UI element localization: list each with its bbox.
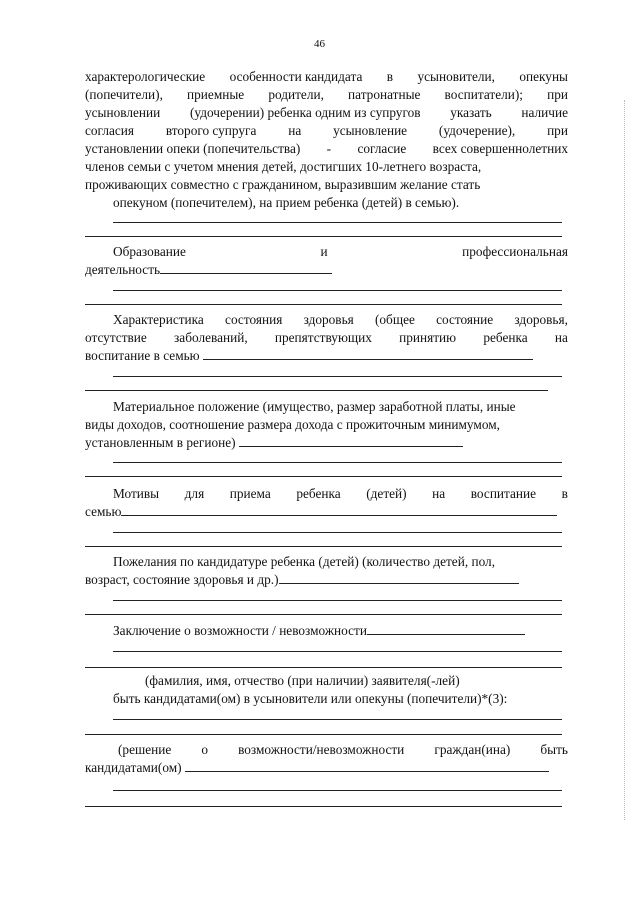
word: (общее <box>374 312 415 327</box>
fill-line[interactable] <box>113 719 562 720</box>
fill-line-inline[interactable] <box>121 503 557 516</box>
fill-line[interactable] <box>113 790 562 791</box>
health-line-3 <box>85 347 533 364</box>
conclusion-line-2: (фамилия, имя, отчество (при наличии) заявителя(-лей) <box>145 673 460 688</box>
word: (попечители), <box>85 87 163 102</box>
word: в <box>561 486 568 501</box>
label: деятельность <box>85 262 161 277</box>
fill-line[interactable] <box>85 614 562 615</box>
fill-line[interactable] <box>113 222 562 223</box>
education-heading <box>113 243 568 260</box>
intro-line-7: проживающих совместно с гражданином, выразившим желание стать <box>85 177 481 192</box>
word: согласия <box>85 123 134 138</box>
fill-line[interactable] <box>85 667 562 668</box>
fill-line[interactable] <box>85 476 562 477</box>
word: при <box>547 87 568 102</box>
education-tail <box>85 261 332 278</box>
motives-line-2 <box>85 503 557 520</box>
word: (удочерении) ребенка одним из супругов <box>189 105 421 120</box>
word: опекуны <box>519 69 568 84</box>
intro-line-4 <box>85 122 568 139</box>
word: ребенка <box>483 330 528 345</box>
wishes-line-1: Пожелания по кандидатуре ребенка (детей) (количество детей, пол, <box>113 554 496 569</box>
intro-line-5 <box>85 140 568 157</box>
material-line-2: виды доходов, соотношение размера дохода с прожиточным минимумом, <box>85 417 500 432</box>
word: для <box>184 486 205 501</box>
intro-line-1 <box>85 68 568 85</box>
scan-edge-artifact <box>624 100 626 820</box>
word: Характеристика <box>113 312 204 327</box>
word: в <box>386 69 394 84</box>
word: о <box>201 742 208 757</box>
health-line-1 <box>113 311 568 328</box>
word: Образование <box>113 244 186 259</box>
word: заболеваний, <box>174 330 248 345</box>
word: отсутствие <box>85 330 147 345</box>
word: (удочерение), <box>438 123 516 138</box>
word: возможности/невозможности <box>238 742 405 757</box>
word: усыновление <box>333 123 408 138</box>
word: воспитание <box>470 486 537 501</box>
fill-line[interactable] <box>85 546 562 547</box>
fill-line[interactable] <box>85 390 548 391</box>
word: второго супруга <box>165 123 257 138</box>
word: на <box>554 330 568 345</box>
word: - <box>326 141 332 156</box>
wishes-line-2 <box>85 571 519 588</box>
word: на <box>432 486 446 501</box>
word: (детей) <box>366 486 407 501</box>
word: на <box>288 123 302 138</box>
word: принятию <box>399 330 457 345</box>
intro-line-2 <box>85 86 568 103</box>
fill-line[interactable] <box>113 290 562 291</box>
fill-line[interactable] <box>85 806 562 807</box>
word: препятствующих <box>274 330 372 345</box>
word: усыновители, <box>417 69 495 84</box>
fill-line-inline[interactable] <box>185 759 549 772</box>
label: возраст, состояние здоровья и др.) <box>85 572 279 587</box>
intro-line-6: членов семьи с учетом мнения детей, достигших 10-летнего возраста, <box>85 159 482 174</box>
word: граждан(ина) <box>434 742 511 757</box>
fill-line-inline[interactable] <box>239 434 463 447</box>
word: родители, <box>268 87 324 102</box>
word: патронатные <box>348 87 421 102</box>
word: характерологические <box>85 69 206 84</box>
word: (решение <box>118 742 172 757</box>
intro-line-8: опекуном (попечителем), на прием ребенка (детей) в семью). <box>113 195 460 210</box>
word: воспитатели); <box>444 87 523 102</box>
fill-line-inline[interactable] <box>279 571 519 584</box>
label: воспитание в семью <box>85 348 200 363</box>
fill-line-inline[interactable] <box>203 347 533 360</box>
word: здоровья, <box>514 312 568 327</box>
word: состояния <box>225 312 283 327</box>
fill-line[interactable] <box>113 600 562 601</box>
word: при <box>547 123 568 138</box>
fill-line-inline[interactable] <box>367 622 525 635</box>
label: семью <box>85 504 122 519</box>
word: и <box>320 244 328 259</box>
material-line-3 <box>85 434 463 451</box>
word: профессиональная <box>462 244 568 259</box>
word: здоровья <box>303 312 354 327</box>
fill-line[interactable] <box>85 236 562 237</box>
decision-line-1 <box>118 741 568 758</box>
word: всех совершеннолетних <box>432 141 568 156</box>
fill-line[interactable] <box>85 304 562 305</box>
fill-line-inline[interactable] <box>160 261 332 274</box>
word: Мотивы <box>113 486 160 501</box>
page-number: 46 <box>314 38 325 50</box>
decision-line-2 <box>85 759 549 776</box>
fill-line[interactable] <box>113 532 562 533</box>
word: согласие <box>357 141 407 156</box>
word: приемные <box>187 87 245 102</box>
material-line-1: Материальное положение (имущество, размер заработной платы, иные <box>113 399 516 414</box>
fill-line[interactable] <box>113 376 562 377</box>
word: установлении опеки (попечительства) <box>85 141 301 156</box>
intro-line-3 <box>85 104 568 121</box>
label: установленным в регионе) <box>85 435 236 450</box>
word: ребенка <box>296 486 341 501</box>
label: кандидатами(ом) <box>85 760 182 775</box>
word: особенности кандидата <box>229 69 363 84</box>
word: указать <box>450 105 492 120</box>
word: наличие <box>521 105 568 120</box>
word: состояние <box>436 312 494 327</box>
fill-line[interactable] <box>85 734 562 735</box>
fill-line[interactable] <box>113 651 562 652</box>
label: Заключение о возможности / невозможности <box>113 623 367 638</box>
health-line-2 <box>85 329 568 346</box>
word: быть <box>540 742 568 757</box>
fill-line[interactable] <box>113 462 562 463</box>
motives-line-1 <box>113 485 568 502</box>
word: усыновлении <box>85 105 161 120</box>
conclusion-line-3: быть кандидатами(ом) в усыновители или опекуны (попечители)*(3): <box>113 691 508 706</box>
conclusion-line-1 <box>113 622 525 639</box>
word: приема <box>229 486 271 501</box>
